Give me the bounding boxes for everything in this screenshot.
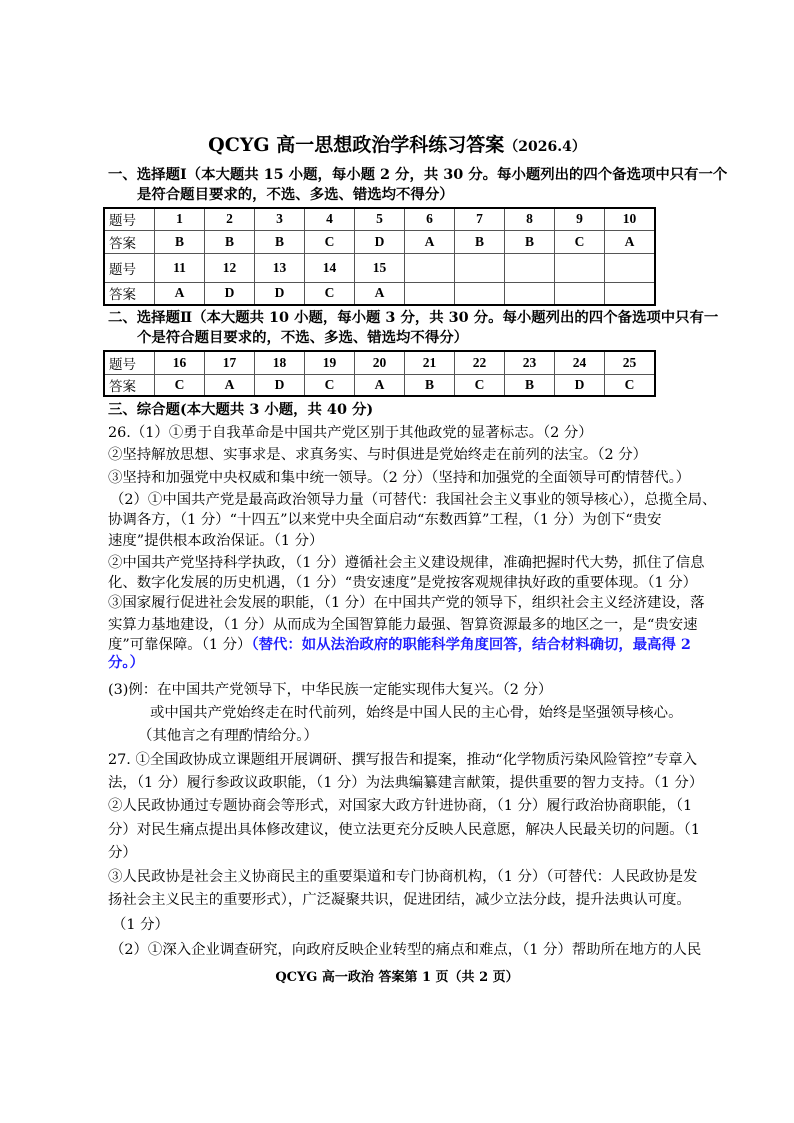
answer-cell: B — [455, 230, 505, 253]
answer-line — [108, 867, 697, 887]
question-number-cell: 8 — [505, 208, 555, 230]
answer-line — [108, 750, 697, 770]
answer-line — [108, 843, 137, 863]
answer-text: 分）对民生痛点提出具体修改建议，使立法更充分反映人民意愿，解决人民最关切的问题。（1 — [108, 822, 700, 838]
section1-instruction-cont: 是符合题目要求的，不选、多选、错选均不得分） — [137, 186, 454, 203]
question-number-cell — [605, 253, 656, 282]
question-number-cell: 9 — [555, 208, 605, 230]
question-number-cell: 1 — [155, 208, 205, 230]
question-number-cell — [555, 253, 605, 282]
question-number-cell: 15 — [355, 253, 405, 282]
answer-text: (3)例：在中国共产党领导下，中华民族一定能实现伟大复兴。（2 分） — [108, 682, 553, 698]
answer-cell: D — [555, 374, 605, 396]
answer-cell: C — [155, 374, 205, 396]
answer-cell: C — [305, 282, 355, 305]
answer-table-1 — [103, 207, 656, 306]
answer-cell: A — [205, 374, 255, 396]
answer-cell: B — [505, 230, 555, 253]
question-number-cell: 17 — [205, 351, 255, 374]
answer-line — [108, 796, 692, 816]
section2-instruction: 二、选择题Ⅱ（本大题共 10 小题，每小题 3 分，共 30 分。每小题列出的四个备选项中只有一 — [108, 309, 719, 326]
answer-cell: C — [555, 230, 605, 253]
answer-text: ②坚持解放思想、实事求是、求真务实、与时俱进是党始终走在前列的法宝。（2 分） — [108, 447, 647, 463]
answer-line — [108, 468, 690, 488]
question-number-cell: 18 — [255, 351, 305, 374]
section2-instruction-cont: 个是符合题目要求的，不选、多选、错选均不得分） — [137, 329, 468, 346]
question-number-cell: 20 — [355, 351, 405, 374]
alternative-scoring-note: 分。） — [108, 654, 144, 671]
answer-cell: A — [605, 230, 656, 253]
answer-cell: A — [155, 282, 205, 305]
answer-line — [108, 423, 593, 443]
answer-text: （其他言之有理酌情给分。） — [138, 728, 318, 744]
answer-cell — [405, 282, 455, 305]
question-number-cell: 24 — [555, 351, 605, 374]
answer-text: （1 分） — [112, 917, 169, 933]
question-number-cell: 4 — [305, 208, 355, 230]
answer-cell: B — [405, 374, 455, 396]
answer-cell: B — [205, 230, 255, 253]
answer-cell: A — [355, 282, 405, 305]
answer-line — [110, 940, 701, 960]
answer-cell: B — [155, 230, 205, 253]
answer-cell: C — [305, 374, 355, 396]
question-number-cell: 23 — [505, 351, 555, 374]
title-main: QCYG 高一思想政治学科练习答案 — [208, 134, 505, 156]
answer-text: 速度”提供根本政治保证。（1 分） — [108, 533, 324, 549]
question-number-cell: 10 — [605, 208, 656, 230]
question-number-cell: 13 — [255, 253, 305, 282]
answer-cell: D — [255, 374, 305, 396]
answer-text: 扬社会主义民主的重要形式），广泛凝聚共识，促进团结，减少立法分歧，提升法典认可度。 — [108, 892, 691, 908]
question-number-row — [104, 208, 655, 230]
question-number-cell: 19 — [305, 351, 355, 374]
answer-text: 协调各方，（1 分）“十四五”以来党中央全面启动“东数西算”工程，（1 分）为创下“贵安 — [108, 512, 662, 528]
answer-cell: D — [255, 282, 305, 305]
section3-heading: 三、综合题(本大题共 3 小题，共 40 分) — [108, 401, 374, 418]
answer-text: （2）①深入企业调查研究，向政府反映企业转型的痛点和难点，（1 分）帮助所在地方的人民 — [110, 942, 702, 958]
question-number-row — [104, 253, 655, 282]
row-label: 答案 — [104, 230, 155, 253]
answer-text: ②人民政协通过专题协商会等形式，对国家大政方针进协商，（1 分）履行政治协商职能，（1 — [108, 798, 693, 814]
answer-line — [108, 635, 691, 655]
answer-line — [112, 915, 169, 935]
question-number-cell: 16 — [155, 351, 205, 374]
row-label: 答案 — [104, 282, 155, 305]
answer-cell — [505, 282, 555, 305]
page-footer: QCYG 高一政治 答案第 1 页（共 2 页） — [275, 970, 519, 985]
answer-cell: B — [505, 374, 555, 396]
question-number-cell: 25 — [605, 351, 656, 374]
answer-line — [108, 615, 698, 635]
question-number-cell: 12 — [205, 253, 255, 282]
answer-text: （2）①中国共产党是最高政治领导力量（可替代：我国社会主义事业的领导核心），总揽全局、 — [110, 492, 717, 508]
answer-text: 法，（1 分）履行参政议政职能，（1 分）为法典编纂建言献策，提供重要的智力支持。（1 分） — [108, 775, 704, 791]
answer-cell — [605, 282, 656, 305]
answer-cell: B — [255, 230, 305, 253]
section1-instruction: 一、选择题Ⅰ（本大题共 15 小题，每小题 2 分，共 30 分。每小题列出的四个备选项中只有一个 — [108, 166, 728, 183]
answer-line — [108, 445, 647, 465]
answer-text: 化、数字化发展的历史机遇，（1 分）“贵安速度”是党按客观规律执好政的重要体现。（1 分） — [108, 575, 698, 591]
question-number-cell — [505, 253, 555, 282]
answer-line — [108, 773, 703, 793]
alternative-scoring-note: （替代：如从法治政府的职能科学角度回答，结合材料确切，最高得 2 — [251, 636, 691, 653]
question-number-cell: 22 — [455, 351, 505, 374]
answer-line — [108, 553, 705, 573]
question-number-cell: 11 — [155, 253, 205, 282]
question-number-cell: 5 — [355, 208, 405, 230]
question-number-cell — [405, 253, 455, 282]
title-year: （2026.4） — [504, 139, 586, 155]
row-label: 答案 — [104, 374, 155, 396]
question-number-cell: 14 — [305, 253, 355, 282]
answer-cell: C — [455, 374, 505, 396]
answer-line — [108, 593, 705, 613]
answer-cell: A — [405, 230, 455, 253]
answer-cell: A — [355, 374, 405, 396]
question-number-cell: 21 — [405, 351, 455, 374]
row-label: 题号 — [104, 351, 155, 374]
question-number-cell — [455, 253, 505, 282]
answer-cell: D — [355, 230, 405, 253]
answer-cell: C — [305, 230, 355, 253]
answer-text: 或中国共产党始终走在时代前列，始终是中国人民的主心骨，始终是坚强领导核心。 — [150, 705, 683, 721]
answer-text: 度”可靠保障。（1 分） — [108, 637, 252, 653]
question-number-row — [104, 351, 655, 374]
answer-line — [108, 653, 144, 673]
answer-text: ③人民政协是社会主义协商民主的重要渠道和专门协商机构，（1 分）（可替代：人民政协是发 — [108, 869, 698, 885]
answer-line — [150, 703, 682, 723]
answer-text: ③国家履行促进社会发展的职能，（1 分）在中国共产党的领导下，组织社会主义经济建设，落 — [108, 595, 705, 611]
answer-cell: D — [205, 282, 255, 305]
page-title — [0, 130, 794, 157]
row-label: 题号 — [104, 253, 155, 282]
answer-text: 实算力基地建设，（1 分）从而成为全国智算能力最强、智算资源最多的地区之一，是“贵安速 — [108, 617, 698, 633]
answer-line — [108, 510, 662, 530]
question-number-cell: 3 — [255, 208, 305, 230]
answer-cell — [455, 282, 505, 305]
answer-text: ③坚持和加强党中央权威和集中统一领导。（2 分）（坚持和加强党的全面领导可酌情替代。） — [108, 470, 691, 486]
answer-line — [138, 726, 318, 746]
answer-table-2 — [103, 350, 656, 397]
answer-text: ②中国共产党坚持科学执政，（1 分）遵循社会主义建设规律，准确把握时代大势，抓住了信息 — [108, 555, 705, 571]
answer-line — [108, 890, 691, 910]
answer-text: 26.（1）①勇于自我革命是中国共产党区别于其他政党的显著标志。（2 分） — [108, 425, 593, 441]
answer-row — [104, 282, 655, 305]
answer-line — [108, 680, 552, 700]
answer-cell: C — [605, 374, 656, 396]
answer-line — [110, 490, 716, 510]
question-number-cell: 2 — [205, 208, 255, 230]
row-label: 题号 — [104, 208, 155, 230]
answer-row — [104, 230, 655, 253]
answer-line — [108, 573, 697, 593]
answer-text: 27. ①全国政协成立课题组开展调研、撰写报告和提案，推动“化学物质污染风险管控”专章入 — [108, 752, 698, 768]
answer-text: 分） — [108, 845, 137, 861]
question-number-cell: 7 — [455, 208, 505, 230]
question-number-cell: 6 — [405, 208, 455, 230]
answer-row — [104, 374, 655, 396]
answer-line — [108, 820, 700, 840]
answer-line — [108, 531, 323, 551]
answer-cell — [555, 282, 605, 305]
